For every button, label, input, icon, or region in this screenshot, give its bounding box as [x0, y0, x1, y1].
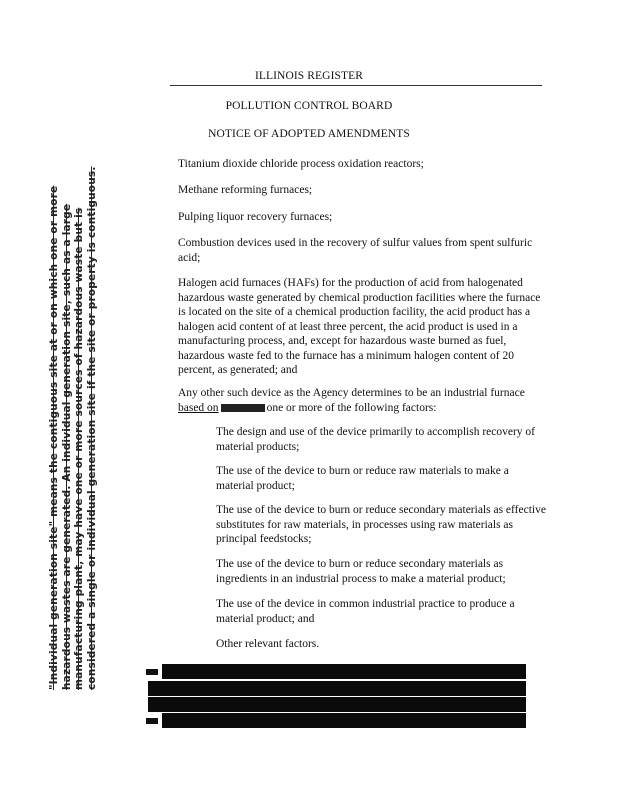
sidebar-line: hazardous wastes are generated. An individual generation site, such as a large: [60, 203, 73, 690]
redacted-line: [148, 681, 526, 696]
header-rule: [170, 85, 542, 86]
struck-definition-sidebar: [48, 166, 108, 690]
agency-end: one or more of the following factors:: [266, 401, 437, 414]
agency-underlined: based on: [178, 401, 219, 414]
item-titanium: Titanium dioxide chloride process oxidation reactors;: [178, 158, 424, 170]
strikeout-mark: [221, 404, 265, 412]
sidebar-line: manufacturing plant, may have one or more sources of hazardous waste but is: [73, 207, 85, 690]
sidebar-line: considered a single or individual generation site if the site or property is contiguous.: [85, 166, 98, 690]
redacted-line: [162, 664, 526, 679]
redacted-line: [162, 713, 526, 728]
redaction-mark: [146, 718, 158, 724]
factor-4: The use of the device to burn or reduce secondary materials as ingredients in an industrial process to make a material product;: [216, 558, 506, 585]
factor-6: Other relevant factors.: [216, 638, 320, 650]
redacted-line: [148, 697, 526, 712]
factor-1: The design and use of the device primarily to accomplish recovery of material products;: [216, 426, 536, 453]
board-title: POLLUTION CONTROL BOARD: [225, 100, 393, 112]
redaction-mark: [146, 669, 158, 675]
item-pulping: Pulping liquor recovery furnaces;: [178, 211, 333, 223]
register-title: ILLINOIS REGISTER: [254, 70, 364, 82]
factor-3: The use of the device to burn or reduce secondary materials as effective substitutes for raw materials, in processes using raw materials as principal feedstocks;: [216, 504, 546, 545]
item-sulfur: Combustion devices used in the recovery of sulfur values from spent sulfuric acid;: [178, 237, 533, 264]
notice-title: NOTICE OF ADOPTED AMENDMENTS: [208, 128, 410, 140]
factor-5: The use of the device in common industrial practice to produce a material product; and: [216, 598, 515, 625]
item-halogen: Halogen acid furnaces (HAFs) for the production of acid from halogenated hazardous waste generated by chemical production facilities where the furnace is located on the site of a chemical production facility, the acid product has a halogen acid content of at least three percent, the acid product is used in a manufacturing process, and, except for hazardous waste burned as fuel, hazardous waste fed to the furnace has a minimum halogen content of 20 percent, as generated; and: [178, 277, 541, 376]
agency-start: Any other such device as the Agency determines to be an industrial furnace: [178, 387, 525, 399]
factor-2: The use of the device to burn or reduce raw materials to make a material product;: [216, 465, 509, 492]
agency-paragraph: [178, 386, 541, 415]
sidebar-line: "Individual generation site" means the contiguous site at or on which one or more: [48, 185, 60, 690]
item-methane: Methane reforming furnaces;: [178, 184, 313, 196]
